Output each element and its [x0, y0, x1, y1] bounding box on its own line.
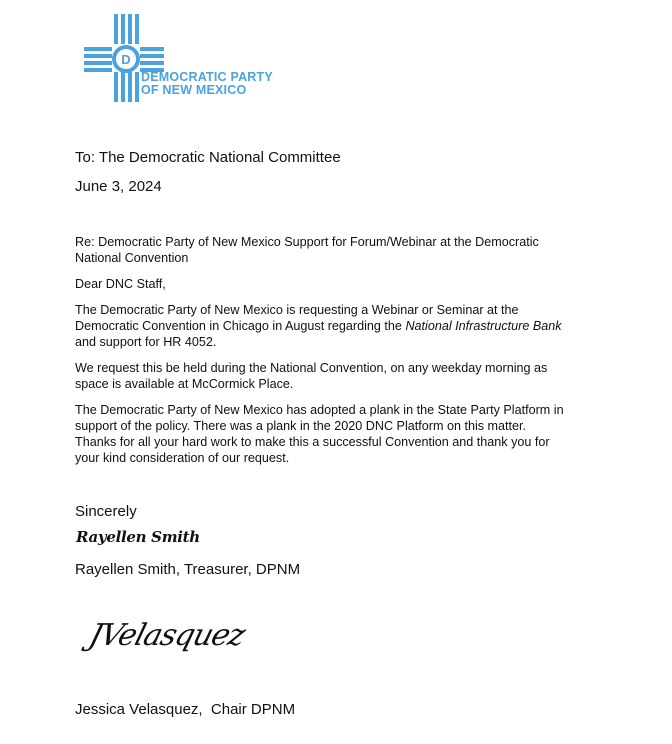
text-line: space is available at McCormick Place. — [75, 377, 294, 391]
signer-2-text: Jessica Velasquez, Chair DPNM — [75, 701, 296, 718]
text-line: National Convention — [75, 251, 189, 265]
closing: Sincerely — [75, 503, 137, 520]
signer-2 — [75, 701, 295, 718]
date: June 3, 2024 — [75, 178, 162, 195]
text-span: Democratic Convention in Chicago in August regarding the — [75, 319, 406, 333]
text-line: your kind consideration of our request. — [75, 451, 290, 465]
logo-line-1: DEMOCRATIC PARTY — [141, 70, 273, 84]
paragraph-1 — [75, 302, 615, 350]
logo-line-2: OF NEW MEXICO — [141, 83, 247, 97]
bank-name: National Infrastructure Bank — [405, 319, 562, 333]
text-line: Re: Democratic Party of New Mexico Support for Forum/Webinar at the Democratic — [75, 235, 539, 249]
paragraph-3 — [75, 402, 615, 466]
paragraph-2 — [75, 360, 615, 392]
svg-text:D: D — [121, 52, 131, 67]
text-line: The Democratic Party of New Mexico has adopted a plank in the State Party Platform in — [75, 403, 564, 417]
subject-line — [75, 234, 615, 266]
text-line — [75, 318, 615, 334]
salutation: Dear DNC Staff, — [75, 277, 166, 291]
text-line: The Democratic Party of New Mexico is requesting a Webinar or Seminar at the — [75, 303, 519, 317]
text-line: support of the policy. There was a plank in the 2020 DNC Platform on this matter. — [75, 419, 527, 433]
recipient: To: The Democratic National Committee — [75, 149, 341, 166]
text-line: We request this be held during the National Convention, on any weekday morning as — [75, 361, 548, 375]
signature-jessica-velasquez: JVelasquez — [85, 618, 249, 653]
text-line: and support for HR 4052. — [75, 335, 217, 349]
text-line: Thanks for all your hard work to make this a successful Convention and thank you for — [75, 435, 550, 449]
logo-wordmark — [141, 71, 273, 97]
signature-rayellen-smith: Rayellen Smith — [76, 528, 200, 546]
signer-1: Rayellen Smith, Treasurer, DPNM — [75, 561, 301, 578]
